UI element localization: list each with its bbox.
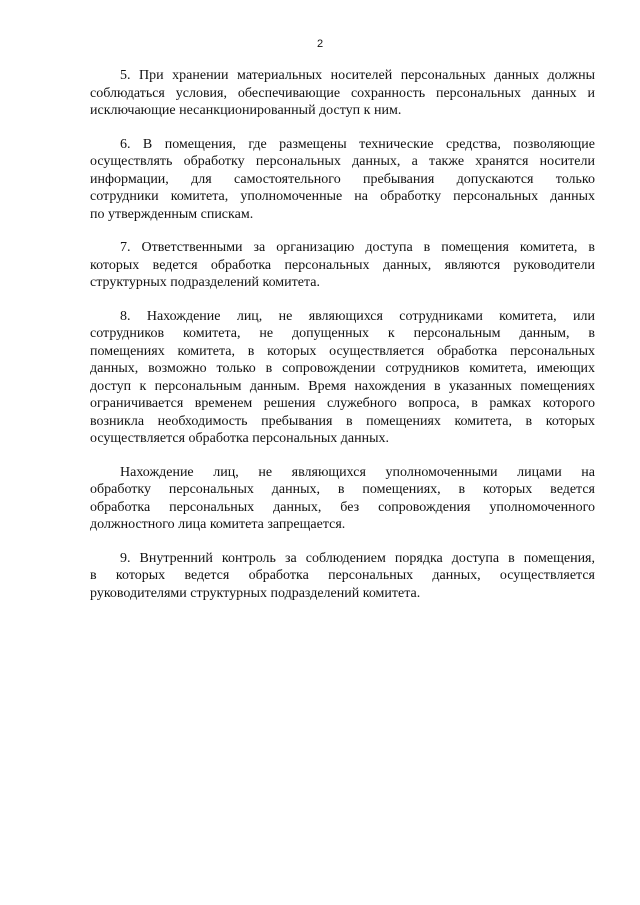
text-line: руководителями структурных подразделений комитета. [90, 585, 421, 601]
paragraph-8-continued [90, 464, 595, 534]
text-line: осуществляется обработка персональных данных. [90, 431, 390, 446]
text-line: обработку персональных данных, в помещениях, в которых ведется [90, 482, 595, 497]
text-line: 5. При хранении материальных носителей персональных данных должны [120, 68, 595, 83]
text-line: в которых ведется обработка персональных данных, осуществляется [90, 568, 595, 583]
text-line: осуществлять обработку персональных данных, а также хранятся носители [90, 154, 595, 169]
text-line: 9. Внутренний контроль за соблюдением порядка доступа в помещения, [120, 550, 595, 566]
text-line: должностного лица комитета запрещается. [90, 517, 346, 532]
text-line: возникла необходимость пребывания в помещениях комитета, в которых [90, 413, 595, 429]
paragraph-5 [90, 67, 595, 120]
paragraph-7 [90, 239, 595, 292]
text-line: 7. Ответственными за организацию доступа в помещения комитета, в [120, 240, 595, 255]
text-line: сотрудников комитета, не допущенных к персональным данным, в [90, 326, 595, 341]
text-line: обработка персональных данных, без сопровождения уполномоченного [90, 499, 595, 515]
text-line: доступ к персональным данным. Время нахождения в указанных помещениях [90, 378, 595, 394]
text-line: которых ведется обработка персональных данных, являются руководители [90, 257, 595, 273]
paragraph-6 [90, 136, 595, 224]
text-line: информации, для самостоятельного пребывания допускаются только [90, 171, 595, 187]
text-line: соблюдаться условия, обеспечивающие сохранность персональных данных и [90, 85, 595, 101]
text-line: исключающие несанкционированный доступ к ним. [90, 103, 402, 118]
text-line: данных, возможно только в сопровождении сотрудников комитета, имеющих [90, 361, 595, 376]
text-line: ограничивается временем решения служебного вопроса, в рамках которого [90, 396, 595, 411]
text-line: Нахождение лиц, не являющихся уполномоченными лицами на [120, 464, 595, 480]
text-line: по утвержденным спискам. [90, 206, 254, 222]
text-line: сотрудники комитета, уполномоченные на обработку персональных данных [90, 189, 595, 204]
text-line: 8. Нахождение лиц, не являющихся сотрудниками комитета, или [120, 308, 595, 324]
page-number: 2 [316, 38, 324, 50]
paragraph-9 [90, 550, 595, 603]
text-line: помещениях комитета, в которых осуществляется обработка персональных [90, 343, 595, 359]
text-line: структурных подразделений комитета. [90, 275, 320, 290]
text-line: 6. В помещения, где размещены технические средства, позволяющие [120, 136, 595, 152]
paragraph-8 [90, 308, 595, 448]
document-body [90, 67, 595, 618]
